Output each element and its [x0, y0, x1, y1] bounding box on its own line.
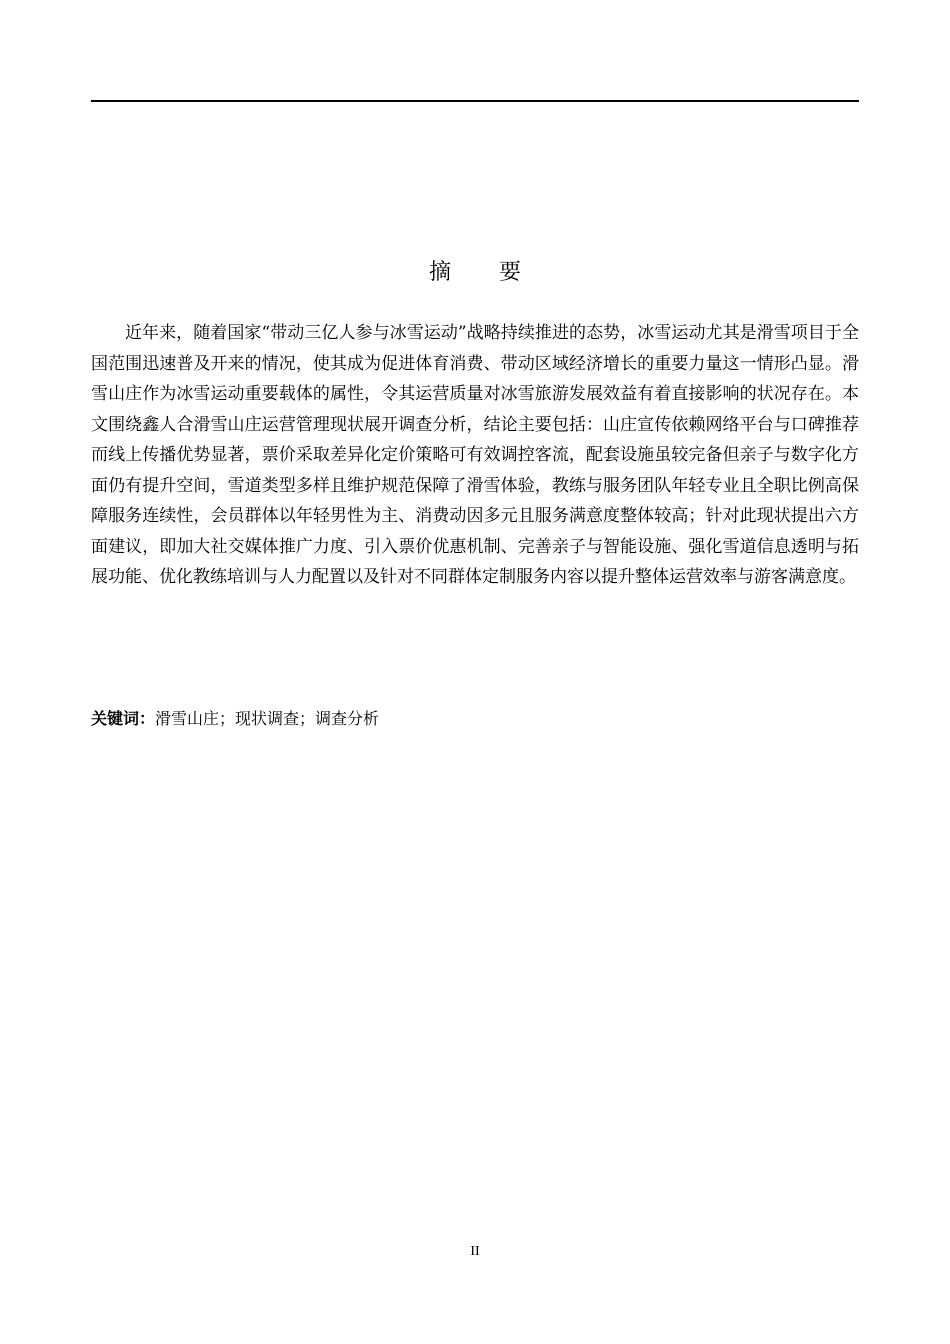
title-char-2: 要: [499, 260, 522, 285]
page-title: [0, 255, 950, 291]
page-number: II: [470, 1244, 480, 1259]
header-rule: [91, 100, 859, 102]
keywords-label: 关键词：: [91, 709, 156, 728]
title-char-1: 摘: [428, 260, 451, 285]
abstract-body: 近年来，随着国家“带动三亿人参与冰雪运动”战略持续推进的态势，冰雪运动尤其是滑雪项目于全国范围迅速普及开来的情况，使其成为促进体育消费、带动区域经济增长的重要力量这一情形凸显。滑雪山庄作为冰雪运动重要载体的属性，令其运营质量对冰雪旅游发展效益有着直接影响的状况存在。本文围绕鑫人合滑雪山庄运营管理现状展开调查分析，结论主要包括：山庄宣传依赖网络平台与口碑推荐而线上传播优势显著，票价采取差异化定价策略可有效调控客流，配套设施虽较完备但亲子与数字化方面仍有提升空间，雪道类型多样且维护规范保障了滑雪体验，教练与服务团队年轻专业且全职比例高保障服务连续性，会员群体以年轻男性为主、消费动因多元且服务满意度整体较高；针对此现状提出六方面建议，即加大社交媒体推广力度、引入票价优惠机制、完善亲子与智能设施、强化雪道信息透明与拓展功能、优化教练培训与人力配置以及针对不同群体定制服务内容以提升整体运营效率与游客满意度。: [91, 323, 859, 587]
keywords-line: [91, 705, 859, 733]
keywords-value: 滑雪山庄；现状调查；调查分析: [155, 709, 380, 728]
